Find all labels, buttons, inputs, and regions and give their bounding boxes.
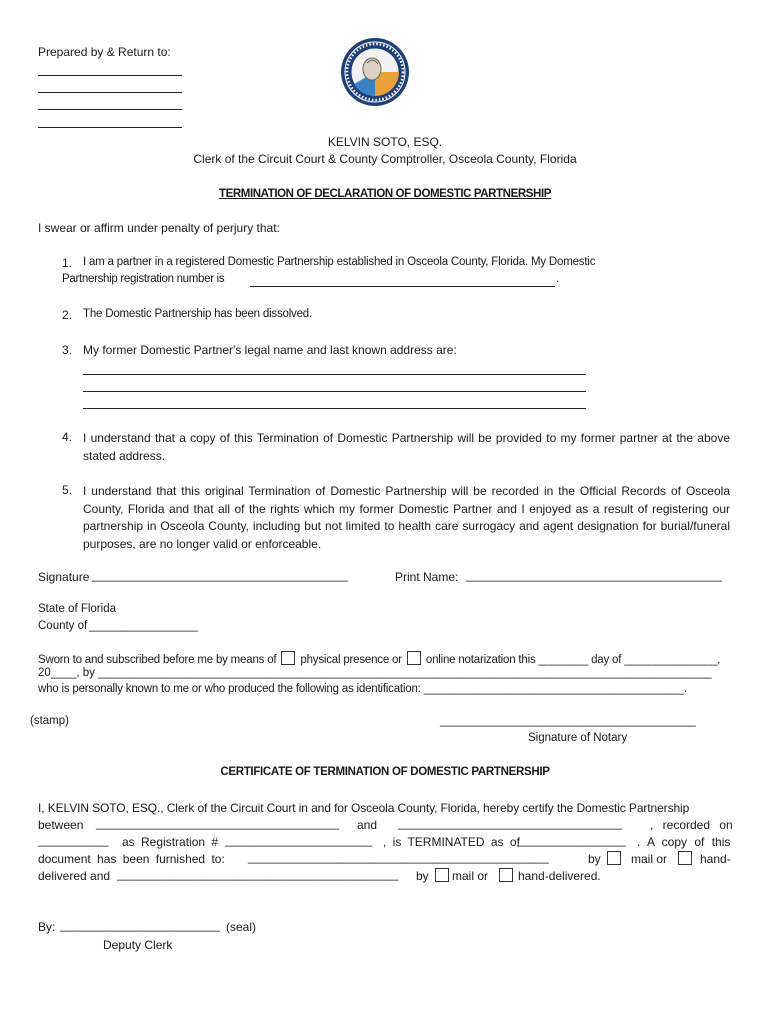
item-5-text: I understand that this original Termination of Domestic Partnership will be recorded in the Official Records of Osceola County, Florida and that all of the rights which my former Domestic Partner and I enjoyed as a result of registering our partnership in Osceola County, including but not limited to health care surrogacy and agent designation for burial/funeral purposes, are no longer valid or enforceable.: [83, 484, 730, 551]
county-label: County of: [38, 620, 88, 632]
seal-label: (seal): [226, 920, 257, 934]
certificate-title: CERTIFICATE OF TERMINATION OF DOMESTIC PARTNERSHIP: [220, 766, 550, 778]
return-address-line-3[interactable]: [38, 109, 182, 110]
partner-a-field[interactable]: ______________________________________: [96, 818, 340, 830]
item-5-number: 5.: [62, 483, 73, 497]
state-label: State of Florida: [38, 603, 116, 615]
physical-presence-label: physical presence or: [300, 654, 402, 666]
former-partner-line-1[interactable]: [83, 374, 586, 375]
signature-field[interactable]: ________________________________________: [92, 570, 348, 582]
deputy-clerk-label: Deputy Clerk: [103, 938, 173, 952]
furnished-mail-checkbox[interactable]: [607, 851, 621, 865]
month-field[interactable]: _______________,: [624, 654, 721, 666]
prepared-by-label: Prepared by & Return to:: [38, 45, 171, 59]
county-seal-logo: [340, 37, 410, 107]
stamp-label: (stamp): [30, 715, 69, 727]
furnished-hand-checkbox[interactable]: [678, 851, 692, 865]
registration-number-field[interactable]: [250, 286, 555, 287]
identification-field[interactable]: __________________________________________.: [423, 683, 687, 695]
identification-line: [38, 683, 687, 695]
year-field[interactable]: 20____, by: [38, 667, 95, 679]
online-notarization-checkbox[interactable]: [407, 651, 421, 665]
sworn-line: [38, 651, 720, 666]
furnished-to-label: document has been furnished to:: [38, 852, 225, 866]
item-1-period: .: [556, 273, 560, 285]
delivered-hand-label: hand-delivered.: [518, 869, 601, 883]
return-address-line-4[interactable]: [38, 127, 182, 128]
item-2-text: The Domestic Partnership has been dissolved.: [83, 308, 312, 320]
furnished-mail-label: mail or: [631, 852, 668, 866]
recorded-date-field[interactable]: ___________: [38, 835, 109, 847]
as-registration-label: as Registration #: [122, 835, 219, 849]
partner-b-field[interactable]: ___________________________________: [398, 818, 622, 830]
county-field[interactable]: _________________: [89, 620, 198, 632]
intro-statement: I swear or affirm under penalty of perjury that:: [38, 221, 280, 235]
certificate-and-label: and: [357, 818, 378, 832]
deputy-signature-field[interactable]: _________________________: [60, 920, 220, 932]
furnished-by-label: by: [588, 852, 601, 866]
signature-label: Signature: [38, 570, 90, 584]
clerk-title: Clerk of the Circuit Court & County Comptroller, Osceola County, Florida: [193, 152, 577, 166]
print-name-label: Print Name:: [395, 570, 459, 584]
delivered-hand-checkbox[interactable]: [499, 868, 513, 882]
item-4-number: 4.: [62, 430, 73, 444]
item-1-text-line2: Partnership registration number is: [62, 273, 225, 285]
clerk-name: KELVIN SOTO, ESQ.: [327, 135, 443, 149]
furnished-to-field[interactable]: _______________________________________________: [248, 852, 549, 864]
by-name-field[interactable]: ___________________________________________________________________________________________________: [98, 667, 712, 679]
terminated-date-field[interactable]: _________________: [517, 835, 626, 847]
return-address-line-1[interactable]: [38, 75, 182, 76]
copy-of-this-label: . A copy of this: [637, 835, 731, 849]
certificate-line-1: I, KELVIN SOTO, ESQ., Clerk of the Circuit Court in and for Osceola County, Florida, hereby certify the Domestic Partnership: [38, 801, 690, 815]
item-3-text: My former Domestic Partner's legal name and last known address are:: [83, 343, 457, 357]
known-text: who is personally known to me or who produced the following as identification:: [38, 683, 421, 695]
item-1-number: 1.: [62, 256, 73, 270]
notary-signature-field[interactable]: ________________________________________: [440, 715, 696, 727]
item-4-text: I understand that a copy of this Termination of Domestic Partnership will be provided to my former partner at the above stated address.: [83, 431, 730, 463]
item-1-text-line1: I am a partner in a registered Domestic Partnership established in Osceola County, Florida. My Domestic: [83, 256, 596, 268]
sworn-text: Sworn to and subscribed before me by means of: [38, 654, 277, 666]
day-field[interactable]: ________: [538, 654, 589, 666]
recorded-on-label: , recorded on: [650, 818, 733, 832]
delivered-and-label: delivered and: [38, 869, 111, 883]
registration-number-cert-field[interactable]: _______________________: [225, 835, 373, 847]
delivered-mail-checkbox[interactable]: [435, 868, 449, 882]
by-label: By:: [38, 920, 56, 934]
year-line: [38, 667, 712, 679]
terminated-as-of-label: , is TERMINATED as of: [383, 835, 520, 849]
document-title: TERMINATION OF DECLARATION OF DOMESTIC PARTNERSHIP: [218, 188, 552, 200]
return-address-line-2[interactable]: [38, 92, 182, 93]
print-name-field[interactable]: ________________________________________: [466, 570, 722, 582]
delivered-by-label: by: [416, 869, 429, 883]
former-partner-line-2[interactable]: [83, 391, 586, 392]
certificate-between-label: between: [38, 818, 84, 832]
day-of-label: day of: [591, 654, 622, 666]
physical-presence-checkbox[interactable]: [281, 651, 295, 665]
furnished-hand-label: hand-: [700, 852, 731, 866]
delivered-mail-label: mail or: [452, 869, 489, 883]
former-partner-line-3[interactable]: [83, 408, 586, 409]
notary-signature-label: Signature of Notary: [528, 732, 628, 744]
item-3-number: 3.: [62, 343, 73, 357]
item-2-number: 2.: [62, 308, 73, 322]
online-notarization-label: online notarization this: [425, 654, 536, 666]
delivered-and-field[interactable]: ____________________________________________: [117, 869, 399, 881]
